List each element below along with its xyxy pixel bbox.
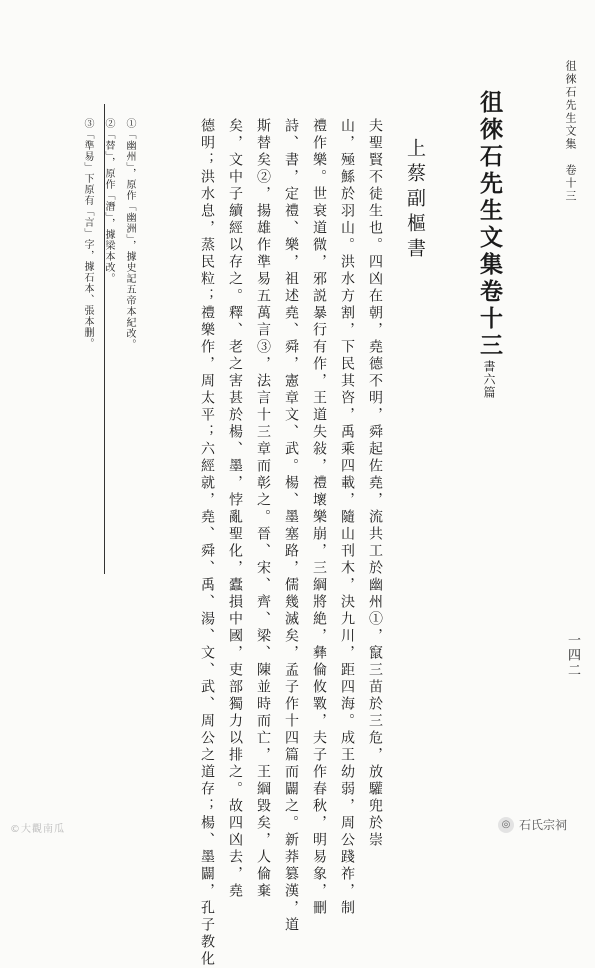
section-heading: 上蔡副樞書 xyxy=(404,138,426,263)
book-title-text: 徂徠石先生文集卷十三 xyxy=(476,90,503,360)
body-column: 斯替矣②，揚雄作準易五萬言③，法言十三章而彰之。晉、宋、齊、梁、陳並時而亡，王綱毀矣，人倫棄 xyxy=(255,118,271,900)
footnote: ①「幽州」，原作「幽洲」，據史記五帝本紀改。 xyxy=(124,118,135,350)
book-title xyxy=(473,90,506,399)
body-column: 夫聖賢不徒生也。四凶在朝，堯德不明，舜起佐堯，流共工於幽州①，竄三苗於三危，放驩兜於崇 xyxy=(367,118,383,849)
footnote: ③「準易」下原有「言」字，據石本、張本删。 xyxy=(82,118,93,349)
page-number: 一四二 xyxy=(565,633,580,678)
body-column: 矣，文中子續經以存之。釋、老之害甚於楊、墨，悖亂聖化，蠹損中國，吏部獨力以排之。故四凶去，堯 xyxy=(227,118,243,900)
body-column: 禮作樂。世衰道微，邪説暴行有作，王道失敍，禮壞樂崩，三綱將絶，彝倫攸斁，夫子作春秋，明易象，刪 xyxy=(311,118,327,917)
footnote: ②「替」，原作「潛」，據梁本改。 xyxy=(103,118,114,284)
running-header: 徂徠石先生文集 卷十三 xyxy=(564,60,577,203)
wechat-logo-icon: ◎ xyxy=(498,817,514,833)
watermark-left: ©大觀南瓜 xyxy=(10,824,65,835)
body-column: 德明；洪水息，蒸民粒；禮樂作，周太平；六經就，堯、舜、禹、湯、文、武、周公之道存；楊、墨闢，孔子教化 xyxy=(199,118,215,968)
body-column: 山，殛鯀於羽山。洪水方割，下民其咨，禹乘四載，隨山刊木，決九川，距四海。成王幼弱，周公踐祚，制 xyxy=(339,118,355,917)
watermark-right xyxy=(498,816,567,833)
body-column: 詩、書，定禮、樂，祖述堯、舜，憲章文、武。楊、墨塞路，儒幾滅矣，孟子作十四篇而闢之。新莽篡漢，道 xyxy=(283,118,299,934)
book-subtitle: 書六篇 xyxy=(482,360,496,399)
watermark-right-text: 石氏宗祠 xyxy=(519,818,568,832)
